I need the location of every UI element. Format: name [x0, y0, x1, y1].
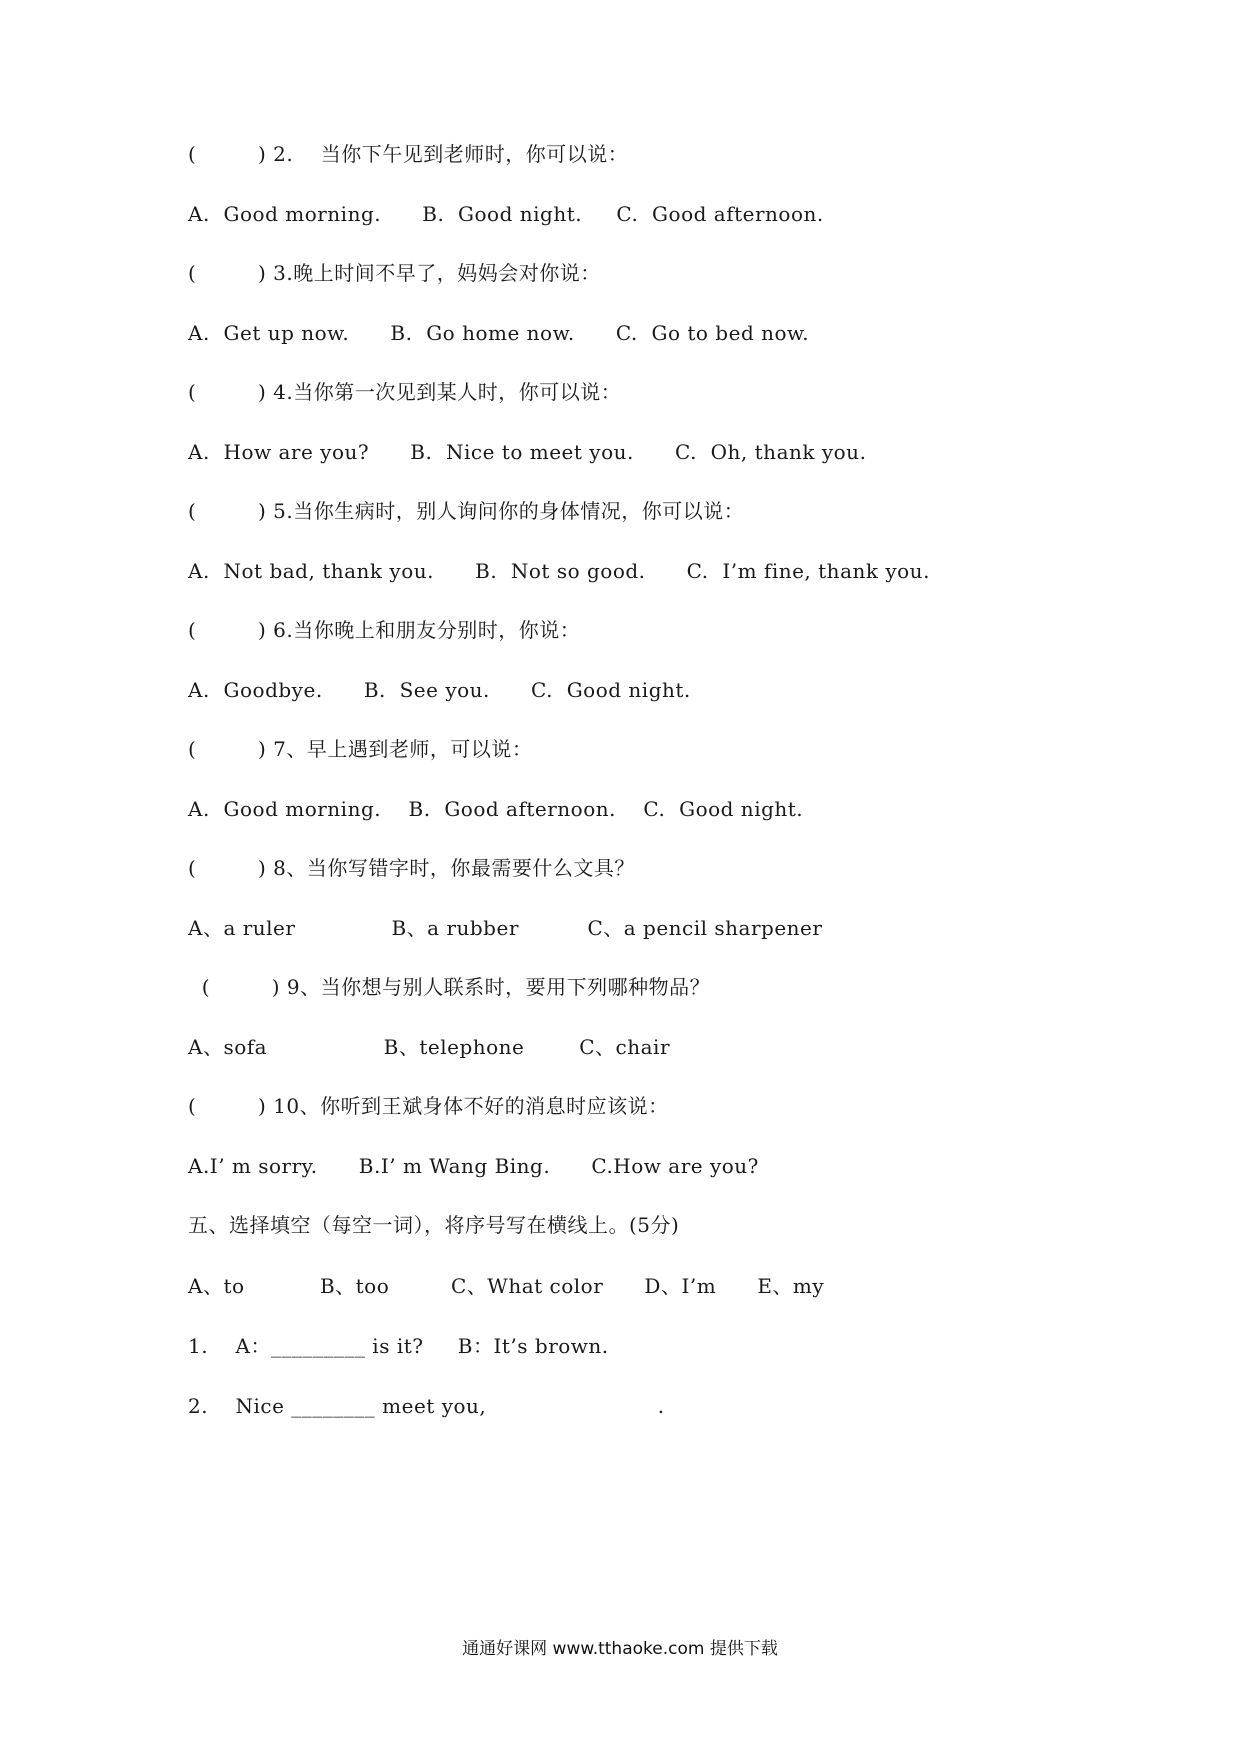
- options-3: A. Get up now. B. Go home now. C. Go to bed now.: [188, 321, 810, 345]
- page-footer: 通通好课网 www.tthaoke.com 提供下载: [462, 1639, 778, 1659]
- question-3: ( ) 3.晚上时间不早了，妈妈会对你说：: [188, 261, 601, 285]
- options-7: A. Good morning. B. Good afternoon. C. Good night.: [188, 797, 804, 821]
- question-8: ( ) 8、当你写错字时，你最需要什么文具？: [188, 856, 635, 880]
- question-7: ( ) 7、早上遇到老师，可以说：: [188, 737, 533, 761]
- section-5-heading: 五、选择填空（每空一词），将序号写在横线上。(5分): [188, 1213, 680, 1237]
- options-6: A. Goodbye. B. See you. C. Good night.: [188, 678, 691, 702]
- options-9: A、sofa B、telephone C、chair: [188, 1035, 671, 1059]
- options-2: A. Good morning. B. Good night. C. Good afternoon.: [188, 202, 824, 226]
- options-5: A. Not bad, thank you. B. Not so good. C. I’m fine, thank you.: [188, 559, 930, 583]
- fill-blank-2: 2. Nice ________ meet you, .: [188, 1394, 665, 1418]
- options-10: A.I’ m sorry. B.I’ m Wang Bing. C.How are you?: [188, 1154, 759, 1178]
- question-4: ( ) 4.当你第一次见到某人时，你可以说：: [188, 380, 622, 404]
- question-5: ( ) 5.当你生病时，别人询问你的身体情况，你可以说：: [188, 499, 745, 523]
- question-2: ( ) 2. 当你下午见到老师时，你可以说：: [188, 142, 629, 166]
- word-bank: A、to B、too C、What color D、I’m E、my: [188, 1274, 825, 1298]
- options-8: A、a ruler B、a rubber C、a pencil sharpener: [188, 916, 823, 940]
- question-10: ( ) 10、你听到王斌身体不好的消息时应该说：: [188, 1094, 669, 1118]
- question-6: ( ) 6.当你晚上和朋友分别时，你说：: [188, 618, 581, 642]
- options-4: A. How are you? B. Nice to meet you. C. Oh, thank you.: [188, 440, 867, 464]
- question-9: ( ) 9、当你想与别人联系时，要用下列哪种物品？: [188, 975, 711, 999]
- fill-blank-1: 1. A：_________ is it? B：It’s brown.: [188, 1334, 609, 1358]
